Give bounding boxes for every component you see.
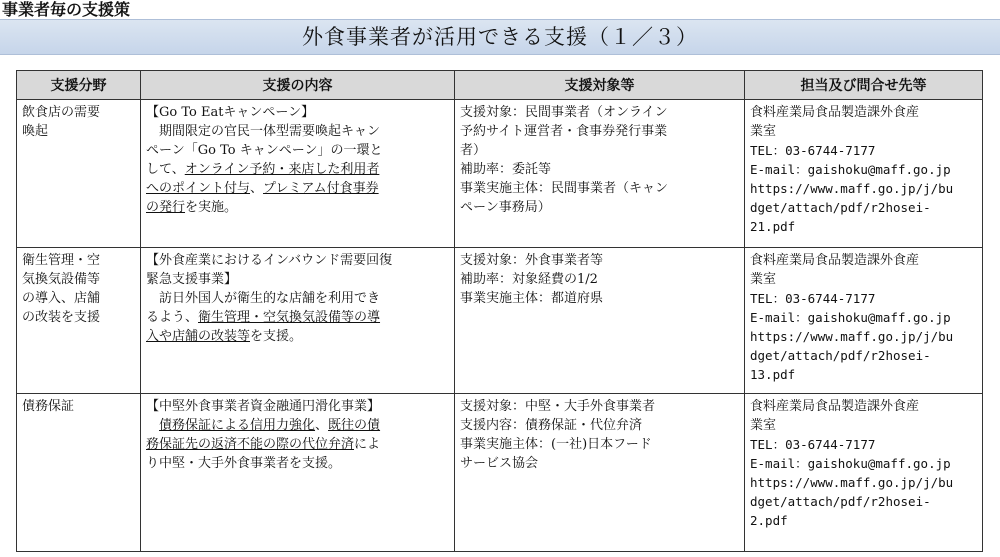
target-line: 事業実施主体：民間事業者（キャン: [460, 181, 669, 196]
content-text: るよう、: [146, 310, 199, 325]
contact-url[interactable]: 2.pdf: [750, 513, 788, 528]
contact-tel: TEL：03-6744-7177: [750, 437, 876, 452]
field-cell: [17, 394, 141, 552]
content-line: ペーン「Go To キャンペーン」の一環と: [146, 143, 383, 158]
page-title: 外食事業者が活用できる支援（１／３）: [0, 19, 1000, 55]
target-line: 事業実施主体：(一社)日本フード: [460, 437, 652, 452]
content-underlined: 入や店舗の改装等: [146, 329, 251, 344]
contact-cell: [745, 100, 983, 248]
target-line: 予約サイト運営者・食事券発行事業: [460, 124, 668, 139]
field-line: 喚起: [22, 124, 49, 139]
target-line: ペーン事務局）: [460, 200, 551, 215]
content-line: り中堅・大手外食事業者を支援。: [146, 456, 342, 471]
field-line: 衛生管理・空: [22, 253, 101, 268]
contact-tel: TEL：03-6744-7177: [750, 291, 876, 306]
content-underlined: 既往の債: [328, 418, 381, 433]
target-line: 者）: [460, 143, 487, 158]
contact-email[interactable]: E-mail：gaishoku@maff.go.jp: [750, 162, 951, 177]
content-cell: [141, 394, 455, 552]
content-heading: 【Go To Eatキャンペーン】: [146, 105, 315, 120]
content-line: [146, 160, 450, 179]
content-underlined: へのポイント付与: [146, 181, 251, 196]
field-line: の導入、店舗: [22, 291, 101, 306]
content-text: 、: [250, 181, 264, 196]
field-cell: [17, 248, 141, 394]
contact-url[interactable]: https://www.maff.go.jp/j/bu: [750, 329, 954, 344]
contact-url[interactable]: 13.pdf: [750, 367, 796, 382]
field-line: の改装を支援: [22, 310, 101, 325]
content-text: によ: [354, 437, 381, 452]
content-underlined: プレミアム付食事券: [263, 181, 379, 196]
contact-cell: [745, 248, 983, 394]
target-line: 支援内容：債務保証・代位弁済: [460, 418, 643, 433]
content-line: [146, 416, 450, 435]
table-header-row: [17, 71, 983, 100]
contact-cell: [745, 394, 983, 552]
header-field: 支援分野: [17, 71, 141, 100]
content-underlined: オンライン予約・来店した利用者: [184, 162, 380, 177]
content-text: [146, 418, 159, 433]
target-line: 補助率：委託等: [460, 162, 552, 177]
field-line: 飲食店の需要: [22, 105, 101, 120]
contact-email[interactable]: E-mail：gaishoku@maff.go.jp: [750, 310, 951, 325]
contact-dept: 食料産業局食品製造課外食産: [750, 399, 920, 414]
section-label: 事業者毎の支援策: [2, 0, 131, 19]
contact-tel: TEL：03-6744-7177: [750, 143, 876, 158]
content-cell: [141, 100, 455, 248]
target-line: 支援対象：中堅・大手外食事業者: [460, 399, 656, 414]
contact-dept: 食料産業局食品製造課外食産: [750, 105, 920, 120]
content-line: [146, 198, 450, 217]
content-text: して、: [146, 162, 185, 177]
contact-email[interactable]: E-mail：gaishoku@maff.go.jp: [750, 456, 951, 471]
content-text: 、: [315, 418, 329, 433]
content-text: を支援。: [250, 329, 303, 344]
contact-dept: 食料産業局食品製造課外食産: [750, 253, 920, 268]
content-underlined: 債務保証による信用力強化: [159, 418, 316, 433]
target-line: サービス協会: [460, 456, 539, 471]
content-line: [146, 327, 450, 346]
target-line: 事業実施主体：都道府県: [460, 291, 604, 306]
contact-url[interactable]: dget/attach/pdf/r2hosei-: [750, 200, 931, 215]
content-underlined: 務保証先の返済不能の際の代位弁済: [146, 437, 355, 452]
field-line: 債務保証: [22, 399, 75, 414]
content-underlined: の発行: [146, 200, 186, 215]
contact-url[interactable]: 21.pdf: [750, 219, 796, 234]
content-line: [146, 179, 450, 198]
target-cell: [455, 248, 745, 394]
contact-dept: 業室: [750, 124, 777, 139]
content-line: 期間限定の官民一体型需要喚起キャン: [146, 124, 381, 139]
table-row: [17, 100, 983, 248]
contact-dept: 業室: [750, 272, 777, 287]
field-cell: [17, 100, 141, 248]
content-heading: 緊急支援事業】: [146, 272, 238, 287]
target-line: 補助率：対象経費の1/2: [460, 272, 598, 287]
header-target: 支援対象等: [455, 71, 745, 100]
target-cell: [455, 100, 745, 248]
table-row: [17, 248, 983, 394]
target-line: 支援対象：民間事業者（オンライン: [460, 105, 668, 120]
contact-url[interactable]: https://www.maff.go.jp/j/bu: [750, 181, 954, 196]
content-line: [146, 435, 450, 454]
contact-url[interactable]: dget/attach/pdf/r2hosei-: [750, 494, 931, 509]
content-line: 訪日外国人が衛生的な店舗を利用でき: [146, 291, 381, 306]
header-content: 支援の内容: [141, 71, 455, 100]
target-cell: [455, 394, 745, 552]
content-heading: 【中堅外食事業者資金融通円滑化事業】: [146, 399, 381, 414]
header-contact: 担当及び問合せ先等: [745, 71, 983, 100]
target-line: 支援対象：外食事業者等: [460, 253, 604, 268]
contact-url[interactable]: dget/attach/pdf/r2hosei-: [750, 348, 931, 363]
field-line: 気換気設備等: [22, 272, 101, 287]
content-cell: [141, 248, 455, 394]
table-row: [17, 394, 983, 552]
content-text: を実施。: [185, 200, 238, 215]
content-line: [146, 308, 450, 327]
content-heading: 【外食産業におけるインバウンド需要回復: [146, 253, 393, 268]
content-underlined: 衛生管理・空気換気設備等の導: [198, 310, 381, 325]
contact-dept: 業室: [750, 418, 777, 433]
support-table: [16, 70, 983, 552]
contact-url[interactable]: https://www.maff.go.jp/j/bu: [750, 475, 954, 490]
